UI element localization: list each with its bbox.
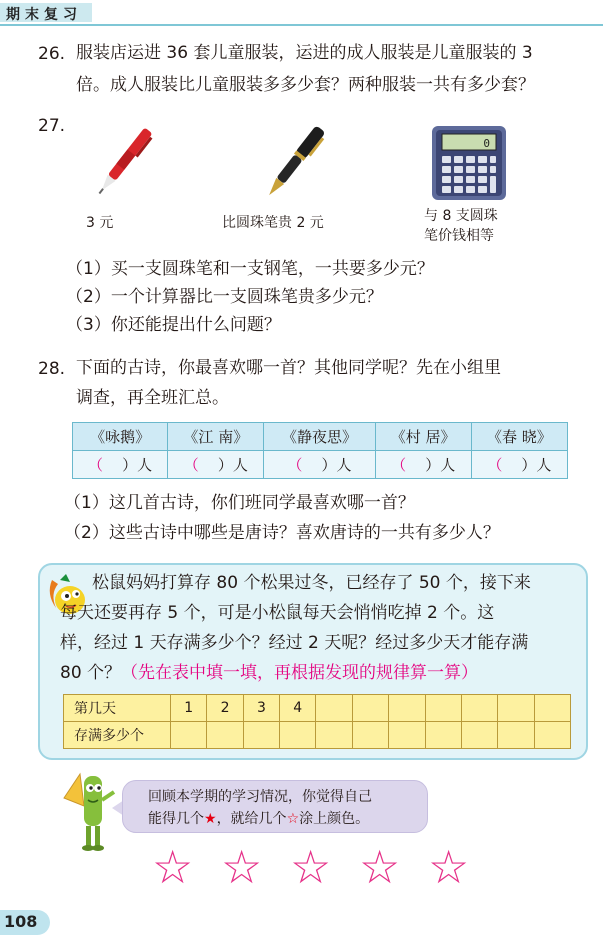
fountain-pen-image xyxy=(255,118,335,206)
reflection-text xyxy=(148,786,428,830)
header-divider xyxy=(0,24,603,26)
poem-title: 《静夜思》 xyxy=(264,423,375,451)
hollow-star-icon: ☆ xyxy=(286,811,300,827)
day-cell-empty[interactable] xyxy=(498,695,534,722)
rating-star-5[interactable]: ☆ xyxy=(428,840,470,894)
poem-count-blank[interactable]: （ ）人 xyxy=(471,451,567,479)
poem-count-blank[interactable]: （ ）人 xyxy=(264,451,375,479)
day-cell-empty[interactable] xyxy=(389,695,425,722)
fountain-pen-price: 比圆珠笔贵 2 元 xyxy=(222,215,324,231)
question-26-number: 26. xyxy=(38,44,66,64)
poem-count-row xyxy=(73,451,568,479)
poem-title: 《春 晓》 xyxy=(471,423,567,451)
question-26-line-2: 倍。成人服装比儿童服装多多少套？两种服装一共有多少套？ xyxy=(76,75,535,95)
day-row xyxy=(64,695,571,722)
squirrel-question-end: 80 个？ xyxy=(60,663,122,683)
day-cell: 3 xyxy=(243,695,279,722)
total-cell-empty[interactable] xyxy=(243,722,279,749)
day-cell: 2 xyxy=(207,695,243,722)
rating-star-4[interactable]: ☆ xyxy=(359,840,401,894)
total-cell-empty[interactable] xyxy=(280,722,316,749)
day-cell-empty[interactable] xyxy=(316,695,352,722)
squirrel-line-3: 样，经过 1 天存满多少个？经过 2 天呢？经过多少天才能存满 xyxy=(60,633,529,653)
rating-star-3[interactable]: ☆ xyxy=(290,840,332,894)
calculator-image xyxy=(430,124,508,202)
squirrel-line-1: 松鼠妈妈打算存 80 个松果过冬，已经存了 50 个，接下来 xyxy=(92,573,531,593)
squirrel-hint: （先在表中填一填，再根据发现的规律算一算） xyxy=(121,663,479,683)
question-28-line-2: 调查，再全班汇总。 xyxy=(76,388,229,408)
day-cell: 4 xyxy=(280,695,316,722)
day-cell: 1 xyxy=(171,695,207,722)
question-28-item-1: （1）这几首古诗，你们班同学最喜欢哪一首？ xyxy=(64,493,415,513)
day-cell-empty[interactable] xyxy=(534,695,570,722)
day-cell-empty[interactable] xyxy=(352,695,388,722)
page-number: 108 xyxy=(4,912,38,931)
total-cell-empty[interactable] xyxy=(352,722,388,749)
squirrel-line-4 xyxy=(60,658,586,688)
squirrel-fill-table xyxy=(63,694,571,749)
calculator-price-line-1: 与 8 支圆珠 xyxy=(424,208,498,224)
squirrel-line-2: 每天还要再存 5 个，可是小松鼠每天会悄悄吃掉 2 个。这 xyxy=(60,603,495,623)
poem-title: 《咏鹅》 xyxy=(73,423,168,451)
reflection-line-1: 回顾本学期的学习情况，你觉得自己 xyxy=(148,789,372,805)
pencil-mascot-icon xyxy=(60,770,120,854)
total-cell-empty[interactable] xyxy=(425,722,461,749)
reflection-line-2: 能得几个★，就给几个☆涂上颜色。 xyxy=(148,811,370,827)
question-28-line-1: 下面的古诗，你最喜欢哪一首？其他同学呢？先在小组里 xyxy=(76,358,501,378)
total-cell-empty[interactable] xyxy=(461,722,497,749)
calculator-price-line-2: 笔价钱相等 xyxy=(424,228,494,244)
day-row-label: 第几天 xyxy=(64,695,171,722)
total-cell-empty[interactable] xyxy=(498,722,534,749)
day-cell-empty[interactable] xyxy=(461,695,497,722)
poem-title: 《村 居》 xyxy=(375,423,471,451)
question-26-line-1: 服装店运进 36 套儿童服装，运进的成人服装是儿童服装的 3 xyxy=(76,43,533,63)
total-cell-empty[interactable] xyxy=(534,722,570,749)
poem-count-blank[interactable]: （ ）人 xyxy=(73,451,168,479)
question-27-item-2: （2）一个计算器比一支圆珠笔贵多少元？ xyxy=(66,287,383,307)
poem-survey-table xyxy=(72,422,568,479)
header-title: 期末复习 xyxy=(6,7,82,23)
total-row-label: 存满多少个 xyxy=(64,722,171,749)
total-cell-empty[interactable] xyxy=(389,722,425,749)
poem-count-blank[interactable]: （ ）人 xyxy=(168,451,264,479)
day-cell-empty[interactable] xyxy=(425,695,461,722)
question-27-item-1: （1）买一支圆珠笔和一支钢笔，一共要多少元？ xyxy=(66,259,434,279)
rating-star-1[interactable]: ☆ xyxy=(152,840,194,894)
solid-star-icon: ★ xyxy=(204,811,217,827)
poem-title: 《江 南》 xyxy=(168,423,264,451)
ballpoint-pen-image xyxy=(86,120,162,204)
total-cell-empty[interactable] xyxy=(316,722,352,749)
ballpoint-pen-price: 3 元 xyxy=(86,215,114,231)
poem-count-blank[interactable]: （ ）人 xyxy=(375,451,471,479)
total-cell-empty[interactable] xyxy=(171,722,207,749)
question-27-item-3: （3）你还能提出什么问题？ xyxy=(66,315,281,335)
poem-title-row xyxy=(73,423,568,451)
question-27-number: 27. xyxy=(38,116,66,136)
question-28-item-2: （2）这些古诗中哪些是唐诗？喜欢唐诗的一共有多少人？ xyxy=(64,523,500,543)
total-row xyxy=(64,722,571,749)
question-28-number: 28. xyxy=(38,359,66,379)
calculator-display: 0 xyxy=(483,137,490,150)
rating-star-2[interactable]: ☆ xyxy=(221,840,263,894)
total-cell-empty[interactable] xyxy=(207,722,243,749)
